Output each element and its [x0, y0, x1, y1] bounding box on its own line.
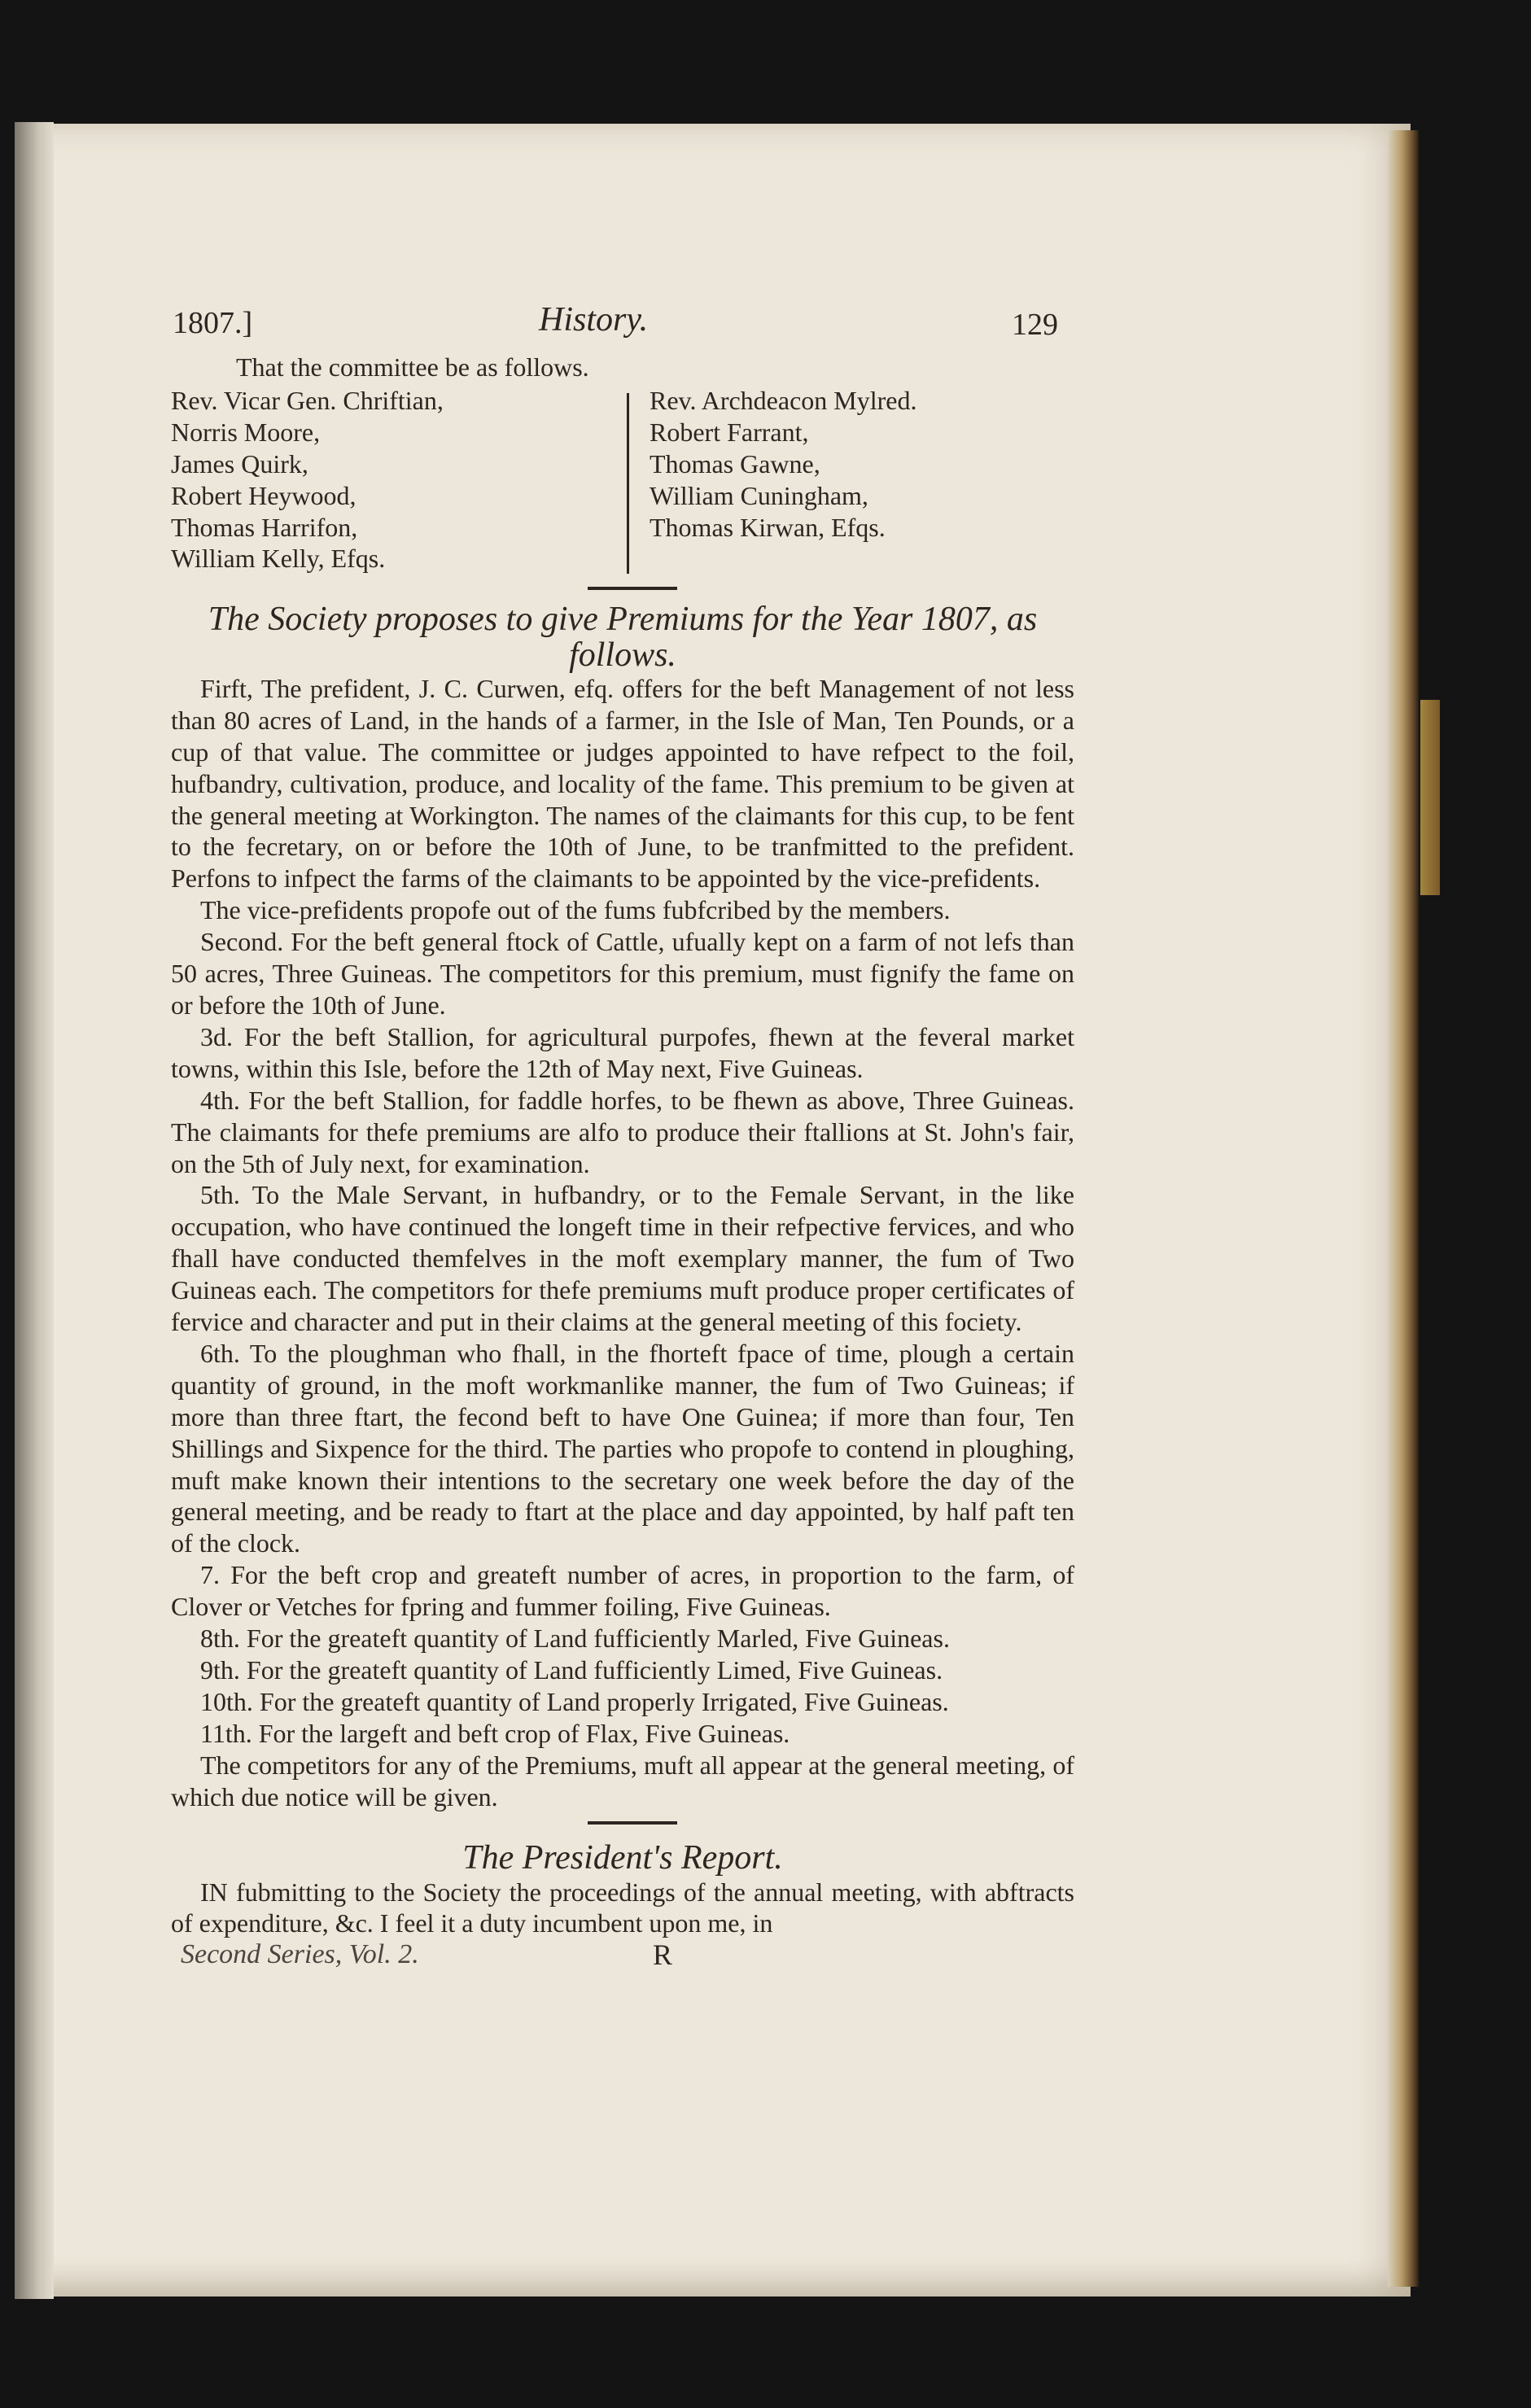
paragraph: The competitors for any of the Premiums, muft all appear at the general meeting, of which due notice will be given.: [171, 1750, 1074, 1811]
paragraph: 10th. For the greateft quantity of Land properly Irrigated, Five Guineas.: [200, 1686, 949, 1716]
paragraph: 4th. For the beft Stallion, for faddle horfes, to be fhewn as above, Three Guineas. The claimants for thefe premiums are alfo to produce their ftallions at St. John's fair, on the 5th of July next, for examination.: [171, 1085, 1074, 1178]
paragraph: Second. For the beft general ftock of Cattle, ufually kept on a farm of not lefs than 50 acres, Three Guineas. The competitors for this premium, must fignify the fame on or before the 10th of June.: [171, 927, 1074, 1020]
paragraph: The vice-prefidents propofe out of the fums fubfcribed by the members.: [200, 895, 951, 925]
paragraph: 7. For the beft crop and greateft number of acres, in proportion to the farm, of Clover or Vetches for fpring and fummer foiling, Five Guineas.: [171, 1560, 1074, 1622]
committee-member: Robert Heywood,: [171, 480, 357, 510]
committee-member: William Kelly, Efqs.: [171, 544, 386, 574]
page-gutter: [15, 122, 54, 2299]
page-number: 129: [1012, 308, 1058, 342]
committee-member: Norris Moore,: [171, 417, 321, 447]
header-title: History.: [539, 301, 649, 339]
page-footer: [171, 1939, 1074, 1972]
committee-member: Thomas Gawne,: [650, 448, 820, 479]
running-header: [171, 301, 1074, 350]
committee-member: William Cuningham,: [650, 480, 868, 510]
page-text-block: [171, 301, 1074, 1972]
page-fore-edge: [1388, 130, 1419, 2287]
paragraph: 11th. For the largeft and beft crop of Flax, Five Guineas.: [200, 1718, 790, 1748]
paragraph: 5th. To the Male Servant, in hufbandry, or to the Female Servant, in the like occupation, who have continued the longeft time in their refpective fervices, and who fhall have conducted themfelves in the moft exemplary manner, the fum of Two Guineas each. The competitors for thefe premiums muft produce proper certificates of fervice and character and put in their claims at the general meeting of this fociety.: [171, 1180, 1074, 1337]
paragraph: Firft, The prefident, J. C. Curwen, efq. offers for the beft Management of not less than 80 acres of Land, in the hands of a farmer, in the Isle of Man, Ten Pounds, or a cup of that value. The committee or judges appointed to have refpect to the foil, hufbandry, cultivation, produce, and locality of the fame. This premium to be given at the general meeting at Workington. The names of the claimants for this cup, to be fent to the fecretary, on or before the 10th of June, to be tranfmitted to the prefident. Perfons to infpect the farms of the claimants to be appointed by the vice-prefidents.: [171, 673, 1074, 894]
section-rule: [588, 587, 677, 590]
report-heading: The President's Report.: [462, 1838, 783, 1877]
committee-member: Rev. Archdeacon Mylred.: [650, 385, 917, 415]
premiums-heading: The Society proposes to give Premiums for the Year 1807, as follows.: [208, 600, 1038, 674]
column-divider: [627, 393, 629, 574]
paragraph: 8th. For the greateft quantity of Land fufficiently Marled, Five Guineas.: [200, 1624, 950, 1654]
committee-member: Robert Farrant,: [650, 417, 809, 447]
committee-list: [171, 383, 1074, 579]
committee-right-column: [650, 385, 916, 544]
committee-member: James Quirk,: [171, 448, 308, 479]
page-tab-marker: [1420, 700, 1440, 895]
paragraph: 6th. To the ploughman who fhall, in the fhorteft fpace of time, plough a certain quantity of ground, in the moft workmanlike manner, the fum of Two Guineas; if more than three ftart, the fecond beft to have One Guinea; if more than four, Ten Shillings and Sixpence for the third. The parties who propofe to contend in ploughing, muft make known their intentions to the secretary one week before the day of the general meeting, and be ready to ftart at the place and day appointed, by half paft ten of the clock.: [171, 1338, 1074, 1558]
committee-member: Thomas Kirwan, Efqs.: [650, 512, 886, 542]
committee-left-column: [171, 385, 444, 575]
paragraph: 9th. For the greateft quantity of Land fufficiently Limed, Five Guineas.: [200, 1655, 943, 1685]
paragraph: 3d. For the beft Stallion, for agricultural purpofes, fhewn at the feveral market towns, within this Isle, before the 12th of May next, Five Guineas.: [171, 1021, 1074, 1083]
report-paragraph: IN fubmitting to the Society the proceedings of the annual meeting, with abftracts of expenditure, &c. I feel it a duty incumbent upon me, in: [171, 1877, 1074, 1938]
header-year: 1807.]: [173, 306, 253, 340]
signature-mark: R: [653, 1938, 673, 1972]
committee-intro: That the committee be as follows.: [236, 352, 589, 382]
section-rule: [588, 1821, 677, 1825]
committee-member: Thomas Harrifon,: [171, 512, 358, 542]
series-footer: Second Series, Vol. 2.: [181, 1939, 419, 1970]
committee-member: Rev. Vicar Gen. Chriftian,: [171, 385, 444, 415]
